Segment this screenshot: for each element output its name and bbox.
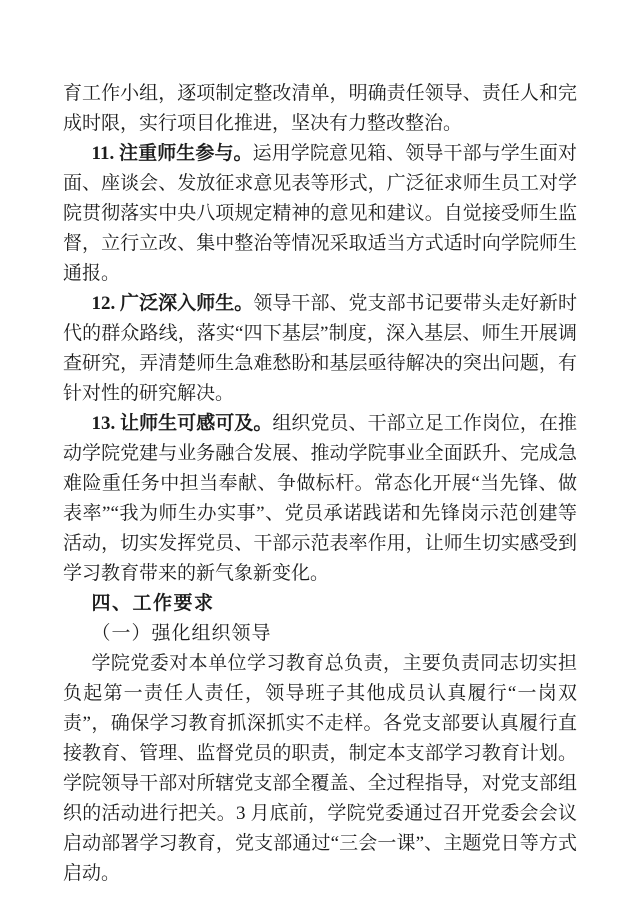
- text-run-body: 学院党委对本单位学习教育总负责，主要负责同志切实担负起第一责任人责任，领导班子其他成员认真履行“一岗双责”，确保学习教育抓深抓实不走样。各党支部要认真履行直接教育、管理、监督党员的职责，制定本支部学习教育计划。学院领导干部对所辖党支部全覆盖、全过程指导，对党支部组织的活动进行把关。3 月底前，学院党委通过召开党委会会议启动部署学习教育，党支部通过“三会一课”、主题党日等方式启动。: [63, 653, 577, 884]
- paragraph-item-13: [63, 409, 577, 589]
- text-run-body: 组织党员、干部立足工作岗位，在推动学院党建与业务融合发展、推动学院事业全面跃升、完成急难险重任务中担当奉献、争做标杆。常态化开展“当先锋、做表率”“我为师生办实事”、党员承诺践诺和先锋岗示范创建等活动，切实发挥党员、干部示范表率作用，让师生切实感受到学习教育带来的新气象新变化。: [63, 413, 577, 584]
- paragraph-continuation-rectification: [63, 79, 577, 139]
- subsection-heading-one: [63, 619, 577, 649]
- text-run-body: 运用学院意见箱、领导干部与学生面对面、座谈会、发放征求意见表等形式，广泛征求师生员工对学院贯彻落实中央八项规定精神的意见和建议。自觉接受师生监督，立行立改、集中整治等情况采取适当方式适时向学院师生通报。: [63, 143, 577, 284]
- text-run-subsection-heading: （一）强化组织领导: [91, 623, 272, 644]
- paragraph-organization-leadership: [63, 649, 577, 889]
- text-run-section-heading: 四、工作要求: [91, 593, 215, 614]
- text-run-item-heading: 13. 让师生可感可及。: [91, 413, 273, 434]
- section-heading-four: [63, 589, 577, 619]
- document-body: [63, 79, 577, 889]
- text-run-item-heading: 12. 广泛深入师生。: [91, 293, 254, 314]
- text-run-item-heading: 11. 注重师生参与。: [91, 143, 253, 164]
- text-run-body: 育工作小组，逐项制定整改清单，明确责任领导、责任人和完成时限，实行项目化推进，坚决有力整改整治。: [63, 83, 577, 134]
- text-run-body: 领导干部、党支部书记要带头走好新时代的群众路线，落实“四下基层”制度，深入基层、师生开展调查研究，弄清楚师生急难愁盼和基层亟待解决的突出问题，有针对性的研究解决。: [63, 293, 577, 404]
- paragraph-item-12: [63, 289, 577, 409]
- paragraph-item-11: [63, 139, 577, 289]
